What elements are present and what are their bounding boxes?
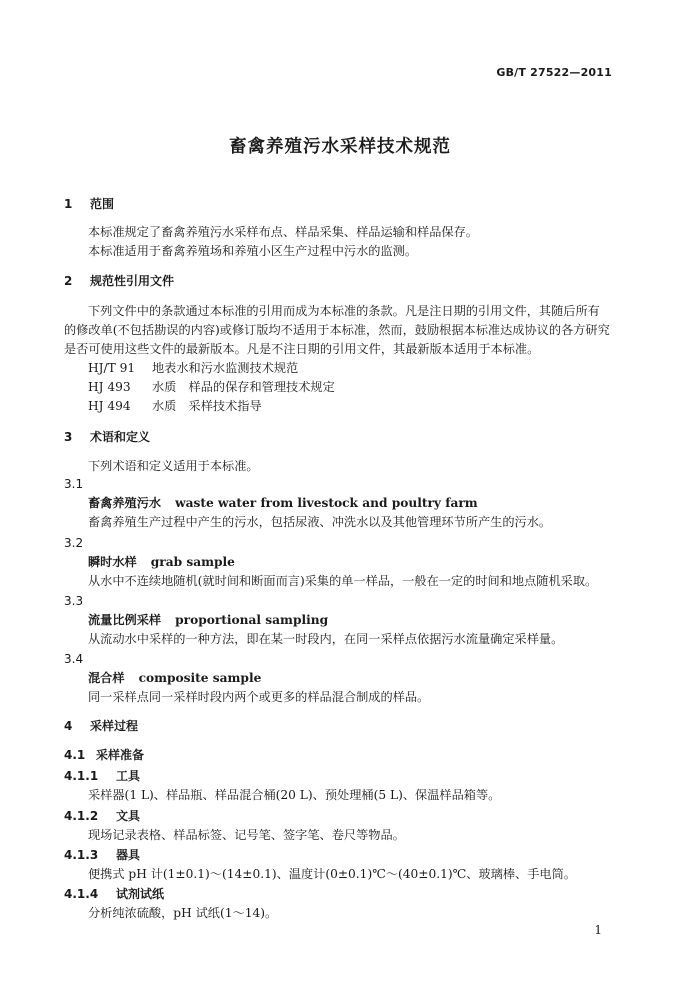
section-2-heading [64,273,174,289]
section-4-heading [64,718,138,734]
term-number: 3.2 [64,536,84,550]
paragraph: 本标准规定了畜禽养殖污水采样布点、样品采集、样品运输和样品保存。 [88,225,478,239]
section-title: 采样过程 [90,719,139,733]
subsection-title: 采样准备 [96,748,145,762]
term-definition: 从水中不连续地随机(就时间和断面而言)采集的单一样品，一般在一定的时间和地点随机采取。 [88,574,598,588]
term-en: grab sample [150,555,235,569]
section-number: 1 [64,197,73,211]
reference-item [88,360,298,376]
subsection-text: 采样器(1 L)、样品瓶、样品混合桶(20 L)、预处理桶(5 L)、保温样品箱等。 [88,788,501,802]
subsection-title: 器具 [116,848,141,862]
subsection-number: 4.1.1 [64,769,99,783]
reference-item [88,398,262,414]
reference-item [88,379,335,395]
document-title: 畜禽养殖污水采样技术规范 [229,137,451,157]
term-definition: 从流动水中采样的一种方法，即在某一时段内，在同一采样点依据污水流量确定采样量。 [88,632,564,646]
subsection-number: 4.1.4 [64,887,99,901]
reference-code: HJ 493 [88,380,131,394]
term-zh: 瞬时水样 [88,555,137,569]
reference-code: HJ 494 [88,399,131,413]
section-3-heading [64,429,150,445]
subsection-title: 工具 [116,769,141,783]
term-heading [88,612,328,628]
section-title: 术语和定义 [90,430,151,444]
subsection-number: 4.1.3 [64,848,99,862]
term-heading [88,670,261,686]
subsection-text: 分析纯浓硫酸，pH 试纸(1～14)。 [88,906,278,920]
subsection-heading [64,886,164,902]
subsection-heading [64,747,144,763]
term-en: waste water from livestock and poultry farm [175,496,478,510]
term-definition: 同一采样点同一采样时段内两个或更多的样品混合制成的样品。 [88,690,430,704]
section-number: 2 [64,274,73,288]
term-definition: 畜禽养殖生产过程中产生的污水，包括尿液、冲洗水以及其他管理环节所产生的污水。 [88,515,552,529]
term-number: 3.1 [64,477,84,491]
term-zh: 流量比例采样 [88,613,162,627]
subsection-heading [64,768,140,784]
section-number: 3 [64,430,73,444]
reference-code: HJ/T 91 [88,361,136,375]
subsection-title: 文具 [116,809,141,823]
section-title: 规范性引用文件 [90,274,175,288]
section-number: 4 [64,719,73,733]
paragraph: 本标准适用于畜禽养殖场和养殖小区生产过程中污水的监测。 [88,244,418,258]
standard-code: GB/T 27522—2011 [496,66,612,79]
subsection-number: 4.1 [64,748,86,762]
reference-title: 水质 样品的保存和管理技术规定 [152,380,335,394]
subsection-text: 便携式 pH 计(1±0.1)～(14±0.1)、温度计(0±0.1)℃～(40±0.1)℃、玻璃棒、手电筒。 [88,867,576,881]
reference-title: 水质 采样技术指导 [152,399,262,413]
term-zh: 畜禽养殖污水 [88,496,162,510]
term-zh: 混合样 [88,671,125,685]
paragraph-line: 下列文件中的条款通过本标准的引用而成为本标准的条款。凡是注日期的引用文件，其随后所有 [88,304,600,318]
page-number: 1 [594,923,602,937]
term-heading [88,554,235,570]
paragraph: 下列术语和定义适用于本标准。 [88,459,259,473]
term-number: 3.3 [64,594,84,608]
reference-title: 地表水和污水监测技术规范 [152,361,299,375]
subsection-heading [64,808,140,824]
term-heading [88,495,478,511]
subsection-heading [64,847,140,863]
term-en: composite sample [138,671,262,685]
subsection-title: 试剂试纸 [116,887,165,901]
paragraph-line: 的修改单(不包括勘误的内容)或修订版均不适用于本标准，然而，鼓励根据本标准达成协议的各方研究 [64,323,610,337]
subsection-text: 现场记录表格、样品标签、记号笔、签字笔、卷尺等物品。 [88,828,405,842]
section-title: 范围 [90,197,115,211]
paragraph-line: 是否可使用这些文件的最新版本。凡是不注日期的引用文件，其最新版本适用于本标准。 [64,342,540,356]
section-1-heading [64,196,114,212]
term-number: 3.4 [64,652,84,666]
subsection-number: 4.1.2 [64,809,99,823]
term-en: proportional sampling [175,613,329,627]
